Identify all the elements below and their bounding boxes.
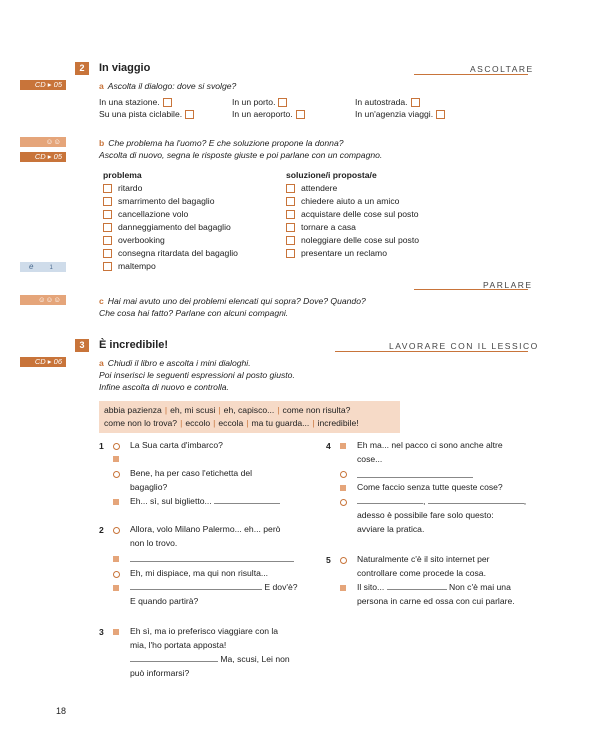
instruction-3a-line3: Infine ascolta di nuovo e controlla.: [99, 382, 229, 392]
expression: come non risulta?: [282, 405, 351, 415]
dialogue-line: Come faccio senza tutte queste cose?: [357, 482, 503, 492]
checkbox[interactable]: [278, 98, 287, 107]
cd-track-tag: CD ▸ 05: [20, 80, 66, 90]
expression-box: [99, 401, 400, 433]
section-number: 3: [75, 339, 89, 352]
instruction-2c-line2: Che cosa hai fatto? Parlane con alcuni compagni.: [99, 308, 289, 318]
instruction-3a-line1: [99, 358, 251, 368]
solution-item: [286, 222, 356, 232]
exercise-tag-number: 1: [49, 265, 53, 271]
expression: eccolo: [185, 418, 211, 428]
speaker-a-marker: [340, 471, 347, 478]
rubric-label: PARLARE: [483, 280, 533, 290]
dialogue-number: 5: [326, 555, 331, 565]
checkbox[interactable]: [296, 110, 305, 119]
dialogue-number: 2: [99, 525, 104, 535]
pair-work-icon: ☺☺: [20, 137, 66, 147]
problem-item: [103, 248, 238, 258]
checkbox[interactable]: [286, 223, 295, 232]
rubric-rule: [335, 351, 528, 352]
option-5: [232, 109, 305, 119]
problem-header: problema: [103, 170, 142, 180]
solution-label: acquistare delle cose sul posto: [301, 209, 419, 219]
problem-label: danneggiamento del bagaglio: [118, 222, 231, 232]
dialogue-line: Eh ma... nel pacco ci sono anche altre: [357, 440, 503, 450]
dialogue-text: Eh... sì, sul biglietto...: [130, 496, 212, 506]
speaker-b-marker: [113, 556, 119, 562]
speaker-a-marker: [113, 471, 120, 478]
instruction-2c-line1: [99, 296, 366, 306]
instruction-2a: [99, 81, 236, 91]
speaker-b-marker: [340, 585, 346, 591]
dialogue-text: E dov'è?: [264, 582, 298, 592]
instruction-text: Chiudi il libro e ascolta i mini dialoghi.: [107, 358, 251, 368]
speaker-b-marker: [113, 585, 119, 591]
solution-item: [286, 209, 419, 219]
problem-item: [103, 235, 165, 245]
speaker-a-marker: [340, 499, 347, 506]
dialogue-line: cose...: [357, 454, 383, 464]
instruction-2b-line2: Ascolta di nuovo, segna le risposte giuste e poi parlane con un compagno.: [99, 150, 383, 160]
checkbox[interactable]: [286, 236, 295, 245]
expression: eh, mi scusi: [170, 405, 216, 415]
section-title: In viaggio: [99, 62, 151, 74]
problem-item: [103, 183, 142, 193]
option-6: [355, 109, 445, 119]
expression: incredibile!: [317, 418, 359, 428]
problem-label: smarrimento del bagaglio: [118, 196, 215, 206]
dialogue-text: Non c'è mai una: [449, 582, 511, 592]
option-label: Su una pista ciclabile.: [99, 109, 183, 119]
blank-input[interactable]: [130, 653, 218, 662]
dialogue-line: mia, l'ho portata apposta!: [130, 640, 227, 650]
speaker-a-marker: [113, 443, 120, 450]
instruction-text: Ascolta il dialogo: dove si svolge?: [107, 81, 237, 91]
dialogue-line: bagaglio?: [130, 482, 168, 492]
solution-header: soluzione/i proposta/e: [286, 170, 377, 180]
speaker-a-marker: [113, 527, 120, 534]
solution-item: [286, 196, 399, 206]
problem-item: [103, 261, 156, 271]
dialogue-line: Eh, mi dispiace, ma qui non risulta...: [130, 568, 269, 578]
cd-track-tag: CD ▸ 06: [20, 357, 66, 367]
solution-label: attendere: [301, 183, 338, 193]
rubric-label: ASCOLTARE: [470, 64, 534, 74]
problem-label: cancellazione volo: [118, 209, 189, 219]
checkbox[interactable]: [411, 98, 420, 107]
solution-label: presentare un reclamo: [301, 248, 387, 258]
checkbox[interactable]: [185, 110, 194, 119]
dialogue-line: Eh sì, ma io preferisco viaggiare con la: [130, 626, 279, 636]
problem-item: [103, 196, 215, 206]
expression: abbia pazienza: [104, 405, 162, 415]
solution-label: chiedere aiuto a un amico: [301, 196, 400, 206]
speaker-b-marker: [340, 443, 346, 449]
option-label: In un porto.: [232, 97, 276, 107]
solution-item: [286, 183, 337, 193]
blank-input[interactable]: [357, 469, 473, 478]
option-4: [99, 109, 194, 119]
cd-track-tag: CD ▸ 05: [20, 152, 66, 162]
blank-input[interactable]: [214, 495, 280, 504]
problem-item: [103, 222, 231, 232]
blank-input[interactable]: [428, 495, 524, 504]
dialogue-line: [130, 653, 290, 666]
group-work-icon: ☺☺☺: [20, 295, 66, 305]
checkbox[interactable]: [286, 184, 295, 193]
checkbox[interactable]: [103, 249, 112, 258]
dialogue-line: [357, 581, 511, 594]
checkbox[interactable]: [286, 249, 295, 258]
problem-label: maltempo: [118, 261, 156, 271]
dialogue-number: 3: [99, 627, 104, 637]
instruction-text: Hai mai avuto uno dei problemi elencati qui sopra? Dove? Quando?: [107, 296, 366, 306]
checkbox[interactable]: [103, 210, 112, 219]
checkbox[interactable]: [103, 184, 112, 193]
blank-input[interactable]: [130, 581, 262, 590]
speaker-b-marker: [113, 629, 119, 635]
option-label: In una stazione.: [99, 97, 160, 107]
dialogue-text: Ma, scusi, Lei non: [220, 654, 290, 664]
checkbox[interactable]: [103, 236, 112, 245]
dialogue-line: [130, 495, 280, 508]
expression-row: come non lo trova? | eccolo | eccola | ma tu guarda... | incredibile!: [104, 418, 359, 428]
blank-input[interactable]: [387, 581, 447, 590]
page-number: 18: [56, 706, 67, 716]
dialogue-line: Allora, volo Milano Palermo... eh... però: [130, 524, 281, 534]
checkbox[interactable]: [436, 110, 445, 119]
dialogue-line: Naturalmente c'è il sito internet per: [357, 554, 490, 564]
item-letter: a: [99, 358, 104, 368]
dialogue-number: 4: [326, 441, 331, 451]
checkbox[interactable]: [103, 262, 112, 271]
dialogue-line: avviare la pratica.: [357, 524, 425, 534]
exercise-reference-tag: [20, 262, 66, 272]
checkbox[interactable]: [286, 210, 295, 219]
problem-item: [103, 209, 188, 219]
dialogue-line: può informarsi?: [130, 668, 190, 678]
instruction-text: Che problema ha l'uomo? E che soluzione propone la donna?: [108, 138, 344, 148]
solution-label: noleggiare delle cose sul posto: [301, 235, 420, 245]
speaker-b-marker: [113, 499, 119, 505]
dialogue-line: adesso è possibile fare solo questo:: [357, 510, 494, 520]
problem-label: ritardo: [118, 183, 143, 193]
item-letter: a: [99, 81, 104, 91]
dialogue-number: 1: [99, 441, 104, 451]
blank-input[interactable]: [130, 553, 294, 562]
blank-input[interactable]: [357, 495, 423, 504]
rubric-label: LAVORARE CON IL LESSICO: [389, 341, 539, 351]
dialogue-line: , ,: [357, 495, 526, 508]
expression: eccola: [218, 418, 244, 428]
dialogue-line: [130, 581, 298, 594]
speaker-b-marker: [340, 485, 346, 491]
dialogue-line: La Sua carta d'imbarco?: [130, 440, 223, 450]
dialogue-text: Il sito...: [357, 582, 385, 592]
solution-item: [286, 235, 419, 245]
checkbox[interactable]: [286, 197, 295, 206]
option-1: [99, 97, 172, 107]
option-3: [355, 97, 420, 107]
checkbox[interactable]: [103, 223, 112, 232]
expression: eh, capisco...: [223, 405, 275, 415]
dialogue-line: non lo trovo.: [130, 538, 178, 548]
problem-label: overbooking: [118, 235, 165, 245]
checkbox[interactable]: [163, 98, 172, 107]
dialogue-line: E quando partirà?: [130, 596, 199, 606]
item-letter: c: [99, 296, 104, 306]
item-letter: b: [99, 138, 105, 148]
problem-label: consegna ritardata del bagaglio: [118, 248, 238, 258]
dialogue-line: controllare come procede la cosa.: [357, 568, 486, 578]
option-2: [232, 97, 287, 107]
expression-row: abbia pazienza | eh, mi scusi | eh, capisco... | come non risulta?: [104, 405, 351, 415]
solution-label: tornare a casa: [301, 222, 356, 232]
speaker-b-marker: [113, 456, 119, 462]
exercise-tag-letter: e: [29, 262, 34, 271]
section-title: È incredibile!: [99, 339, 169, 351]
dialogue-line: persona in carne ed ossa con cui parlare.: [357, 596, 515, 606]
checkbox[interactable]: [103, 197, 112, 206]
instruction-2b-line1: [99, 138, 344, 148]
speaker-a-marker: [113, 571, 120, 578]
instruction-3a-line2: Poi inserisci le seguenti espressioni al posto giusto.: [99, 370, 295, 380]
option-label: In autostrada.: [355, 97, 408, 107]
solution-item: [286, 248, 387, 258]
rubric-rule: [414, 74, 528, 75]
speaker-a-marker: [340, 557, 347, 564]
expression: come non lo trova?: [104, 418, 178, 428]
expression: ma tu guarda...: [251, 418, 310, 428]
section-number: 2: [75, 62, 89, 75]
dialogue-line: Bene, ha per caso l'etichetta del: [130, 468, 253, 478]
option-label: In un'agenzia viaggi.: [355, 109, 434, 119]
option-label: In un aeroporto.: [232, 109, 293, 119]
